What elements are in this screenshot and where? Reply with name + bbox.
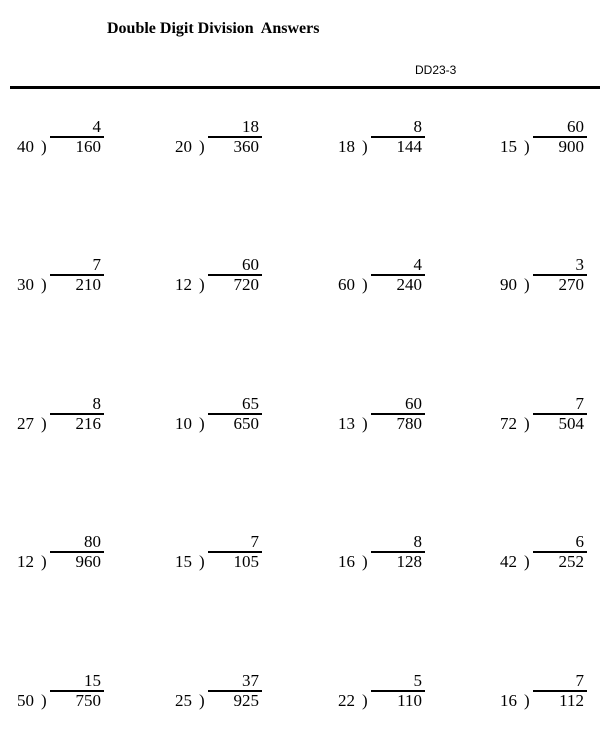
divisor: 22	[338, 691, 355, 710]
dividend: 925	[233, 691, 259, 710]
quotient: 60	[242, 255, 259, 274]
division-problem	[500, 395, 600, 435]
page-title: Double Digit Division Answers	[107, 20, 320, 37]
division-problem	[17, 672, 117, 712]
quotient: 80	[84, 532, 101, 551]
dividend: 216	[75, 414, 101, 433]
division-bracket: )	[524, 275, 530, 294]
division-bracket: )	[41, 691, 47, 710]
dividend: 270	[558, 275, 584, 294]
quotient: 4	[413, 255, 422, 274]
quotient: 4	[92, 117, 101, 136]
division-bracket: )	[362, 552, 368, 571]
division-bracket: )	[199, 552, 205, 571]
divisor: 40	[17, 137, 34, 156]
dividend: 112	[559, 691, 584, 710]
division-bracket: )	[524, 414, 530, 433]
divisor: 90	[500, 275, 517, 294]
dividend: 360	[233, 137, 259, 156]
divisor: 20	[175, 137, 192, 156]
dividend: 160	[75, 137, 101, 156]
division-problem	[175, 256, 275, 296]
division-bracket: )	[41, 552, 47, 571]
division-problem	[338, 395, 438, 435]
divisor: 25	[175, 691, 192, 710]
division-bracket: )	[199, 691, 205, 710]
division-problem	[175, 533, 275, 573]
divisor: 50	[17, 691, 34, 710]
divisor: 13	[338, 414, 355, 433]
divisor: 42	[500, 552, 517, 571]
dividend: 110	[397, 691, 422, 710]
division-bracket: )	[199, 137, 205, 156]
division-problem	[338, 533, 438, 573]
divisor: 10	[175, 414, 192, 433]
quotient: 65	[242, 394, 259, 413]
dividend: 240	[396, 275, 422, 294]
division-problem	[17, 533, 117, 573]
divisor: 72	[500, 414, 517, 433]
quotient: 7	[250, 532, 259, 551]
dividend: 720	[233, 275, 259, 294]
division-problem	[338, 118, 438, 158]
dividend: 900	[558, 137, 584, 156]
division-bracket: )	[199, 414, 205, 433]
division-bracket: )	[362, 275, 368, 294]
divisor: 15	[175, 552, 192, 571]
quotient: 5	[413, 671, 422, 690]
dividend: 128	[396, 552, 422, 571]
quotient: 7	[575, 671, 584, 690]
divisor: 60	[338, 275, 355, 294]
division-problem	[500, 533, 600, 573]
divisor: 27	[17, 414, 34, 433]
division-problem	[17, 395, 117, 435]
division-problem	[500, 256, 600, 296]
divisor: 15	[500, 137, 517, 156]
division-bracket: )	[524, 137, 530, 156]
quotient: 6	[575, 532, 584, 551]
divisor: 12	[17, 552, 34, 571]
division-bracket: )	[41, 275, 47, 294]
division-bracket: )	[362, 414, 368, 433]
divisor: 12	[175, 275, 192, 294]
quotient: 60	[567, 117, 584, 136]
divisor: 16	[500, 691, 517, 710]
division-bracket: )	[362, 137, 368, 156]
dividend: 960	[75, 552, 101, 571]
dividend: 144	[396, 137, 422, 156]
division-problem	[17, 256, 117, 296]
header-divider	[10, 86, 600, 89]
division-problem	[500, 672, 600, 712]
division-problem	[17, 118, 117, 158]
dividend: 650	[233, 414, 259, 433]
dividend: 252	[558, 552, 584, 571]
quotient: 8	[92, 394, 101, 413]
dividend: 210	[75, 275, 101, 294]
dividend: 105	[233, 552, 259, 571]
worksheet-code: DD23-3	[415, 63, 457, 77]
division-problem	[338, 672, 438, 712]
division-bracket: )	[524, 691, 530, 710]
divisor: 30	[17, 275, 34, 294]
dividend: 780	[396, 414, 422, 433]
divisor: 16	[338, 552, 355, 571]
division-bracket: )	[524, 552, 530, 571]
quotient: 8	[413, 532, 422, 551]
quotient: 37	[242, 671, 259, 690]
division-problem	[500, 118, 600, 158]
division-problem	[175, 118, 275, 158]
quotient: 15	[84, 671, 101, 690]
quotient: 8	[413, 117, 422, 136]
quotient: 60	[405, 394, 422, 413]
quotient: 7	[92, 255, 101, 274]
quotient: 3	[575, 255, 584, 274]
division-problem	[338, 256, 438, 296]
quotient: 18	[242, 117, 259, 136]
division-bracket: )	[362, 691, 368, 710]
division-problem	[175, 672, 275, 712]
division-bracket: )	[41, 414, 47, 433]
dividend: 504	[558, 414, 584, 433]
division-problem	[175, 395, 275, 435]
quotient: 7	[575, 394, 584, 413]
division-bracket: )	[41, 137, 47, 156]
dividend: 750	[75, 691, 101, 710]
division-bracket: )	[199, 275, 205, 294]
divisor: 18	[338, 137, 355, 156]
